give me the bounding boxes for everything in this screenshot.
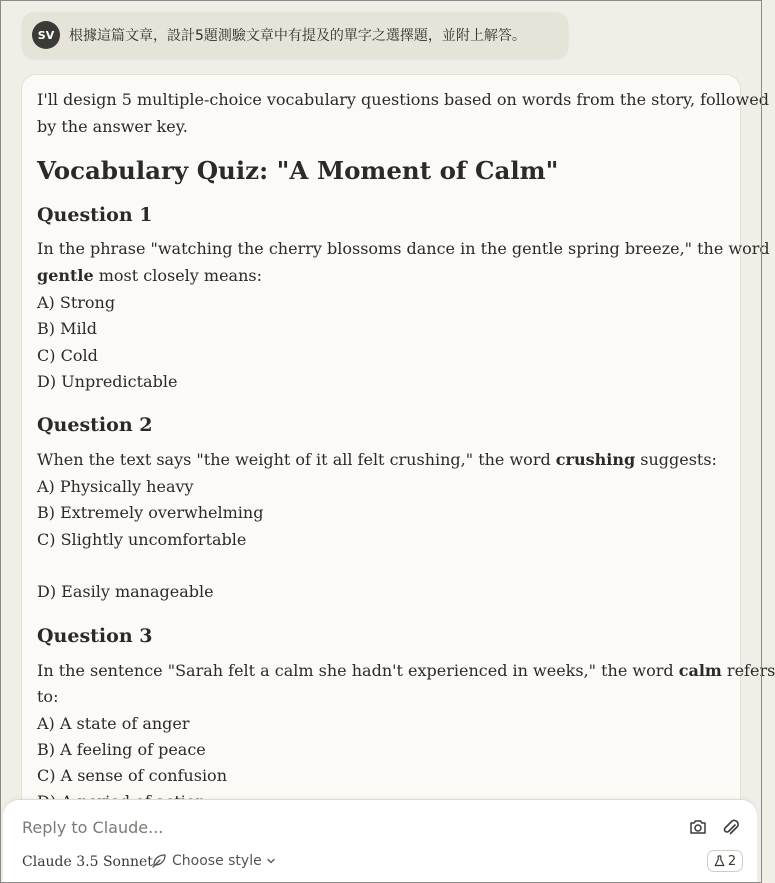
question-2-prompt	[37, 447, 717, 474]
question-1-option-a: A) Strong	[37, 293, 116, 312]
question-2-option-d: D) Easily manageable	[37, 582, 214, 601]
question-1-keyword: gentle	[37, 266, 94, 285]
quiz-title: Vocabulary Quiz: "A Moment of Calm"	[37, 156, 559, 185]
question-3-prompt-after: refers	[721, 661, 775, 680]
question-1-option-c: C) Cold	[37, 346, 98, 365]
paperclip-icon[interactable]	[721, 817, 739, 837]
question-1-prompt-rest: most closely means:	[93, 266, 262, 285]
question-2-keyword: crushing	[555, 450, 636, 469]
question-2-option-c: C) Slightly uncomfortable	[37, 530, 247, 549]
reply-input[interactable]: Reply to Claude...	[22, 818, 164, 837]
intro-line-2: by the answer key.	[37, 117, 188, 136]
user-avatar[interactable]: SV	[32, 21, 60, 49]
question-1-heading: Question 1	[37, 204, 153, 226]
question-3-prompt-line-2: to:	[37, 687, 59, 706]
model-selector[interactable]: Claude 3.5 Sonnet	[22, 854, 153, 870]
question-3-keyword: calm	[678, 661, 722, 680]
research-badge-count: 2	[727, 853, 737, 869]
question-3-prompt-before: In the sentence "Sarah felt a calm she hadn't experienced in weeks," the word	[37, 661, 679, 680]
feather-icon	[151, 853, 167, 869]
camera-icon[interactable]	[689, 819, 707, 835]
assistant-response	[22, 75, 775, 835]
question-2-option-b: B) Extremely overwhelming	[37, 503, 264, 522]
user-message-text: 根據這篇文章，設計5題測驗文章中有提及的單字之選擇題，並附上解答。	[69, 28, 526, 44]
question-3-option-a: A) A state of anger	[37, 714, 190, 733]
chevron-down-icon	[265, 855, 277, 867]
question-1-prompt-line-1: In the phrase "watching the cherry blossoms dance in the gentle spring breeze," the word	[37, 239, 770, 258]
question-2-prompt-after: suggests:	[635, 450, 717, 469]
question-3-option-c: C) A sense of confusion	[37, 766, 227, 785]
user-message	[22, 12, 568, 58]
choose-style-label: Choose style	[172, 853, 262, 869]
question-1-option-d: D) Unpredictable	[37, 372, 178, 391]
question-3-option-b: B) A feeling of peace	[37, 740, 206, 759]
question-2-heading: Question 2	[37, 414, 153, 436]
question-1-option-b: B) Mild	[37, 319, 97, 338]
composer	[3, 800, 757, 883]
choose-style-button[interactable]	[151, 853, 282, 869]
question-1-prompt-line-2	[37, 263, 262, 290]
question-2-option-a: A) Physically heavy	[37, 477, 194, 496]
flask-icon	[714, 855, 725, 867]
question-2-prompt-before: When the text says "the weight of it all felt crushing," the word	[37, 450, 556, 469]
intro-line-1: I'll design 5 multiple-choice vocabulary questions based on words from the story, followed	[37, 90, 769, 109]
question-3-heading: Question 3	[37, 625, 153, 647]
question-3-prompt-line-1	[37, 658, 775, 685]
research-badge[interactable]	[707, 850, 743, 872]
